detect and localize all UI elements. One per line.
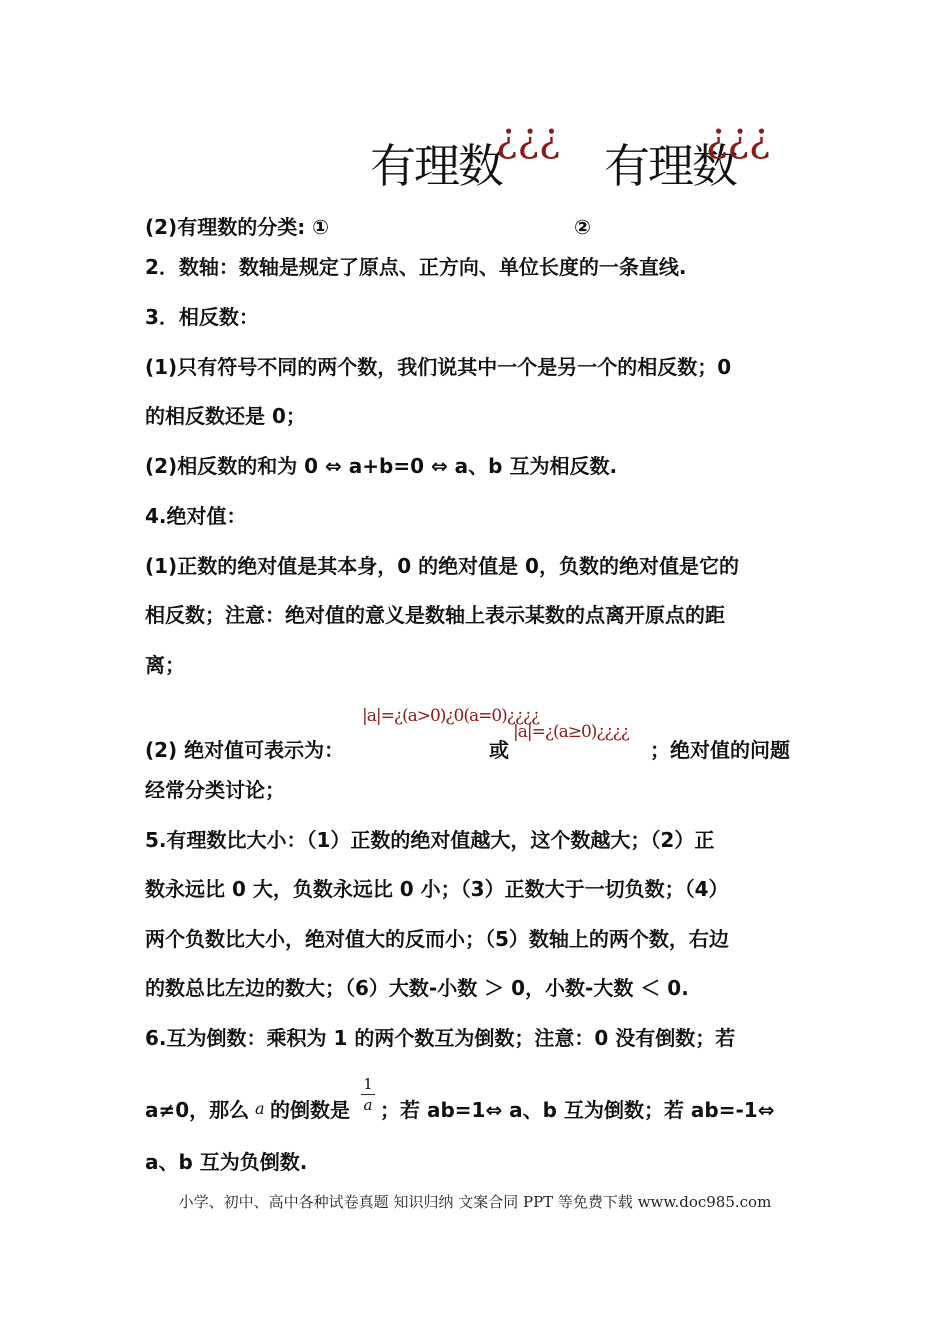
text-line-4: (1)只有符号不同的两个数，我们说其中一个是另一个的相反数；0	[145, 355, 732, 379]
text-line-15: 两个负数比大小，绝对值大的反而小；（5）数轴上的两个数，右边	[145, 927, 729, 951]
text-line-16: 的数总比左边的数大；（6）大数-小数 ＞ 0，小数-大数 ＜ 0.	[145, 976, 689, 1000]
text-line-11b: 或	[489, 738, 509, 762]
text-line-7: 4.绝对值：	[145, 504, 247, 528]
text-line-13: 5.有理数比大小：（1）正数的绝对值越大，这个数越大；（2）正	[145, 828, 715, 852]
text-line-10: 离；	[145, 653, 185, 677]
formula-abs-1: |a|=¿(a>0)¿0(a=0)¿¿¿¿	[362, 706, 540, 726]
formula-term-2: 有理数	[604, 139, 736, 193]
text-line-18c: ；若 ab=1⇔ a、b 互为倒数；若 ab=-1⇔	[380, 1098, 775, 1122]
formula-term-1: 有理数	[370, 139, 502, 193]
page-footer: 小学、初中、高中各种试卷真题 知识归纳 文案合同 PPT 等免费下载 www.doc985.com	[178, 1193, 772, 1211]
text-line-11a: (2) 绝对值可表示为：	[145, 738, 345, 762]
text-line-1b: ②	[574, 215, 591, 239]
text-line-17: 6.互为倒数：乘积为 1 的两个数互为倒数；注意：0 没有倒数；若	[145, 1026, 736, 1050]
formula-abs-2: |a|=¿(a≥0)¿¿¿¿	[513, 722, 629, 742]
text-line-14: 数永远比 0 大，负数永远比 0 小；（3）正数大于一切负数；（4）	[145, 877, 729, 901]
text-line-6: (2)相反数的和为 0 ⇔ a+b=0 ⇔ a、b 互为相反数.	[145, 454, 618, 478]
text-line-11c: ；绝对值的问题	[650, 738, 790, 762]
text-line-3: 3．相反数：	[145, 305, 259, 329]
text-line-1: (2)有理数的分类: ①	[145, 215, 330, 239]
formula-qmarks-2: ¿¿¿	[706, 115, 771, 161]
text-line-18b: 的倒数是	[270, 1098, 350, 1122]
text-line-19: a、b 互为负倒数.	[145, 1150, 308, 1174]
fraction-1-over-a: 1 a	[361, 1075, 375, 1114]
text-line-2: 2．数轴：数轴是规定了原点、正方向、单位长度的一条直线.	[145, 255, 687, 279]
text-line-8: (1)正数的绝对值是其本身，0 的绝对值是 0，负数的绝对值是它的	[145, 554, 739, 578]
formula-qmarks-1: ¿¿¿	[496, 115, 561, 161]
text-line-5: 的相反数还是 0；	[145, 404, 306, 428]
text-line-12: 经常分类讨论；	[145, 778, 285, 802]
text-line-9: 相反数；注意：绝对值的意义是数轴上表示某数的点离开原点的距	[145, 603, 725, 627]
variable-a: a	[255, 1099, 265, 1118]
text-line-18a: a≠0，那么	[145, 1098, 250, 1122]
